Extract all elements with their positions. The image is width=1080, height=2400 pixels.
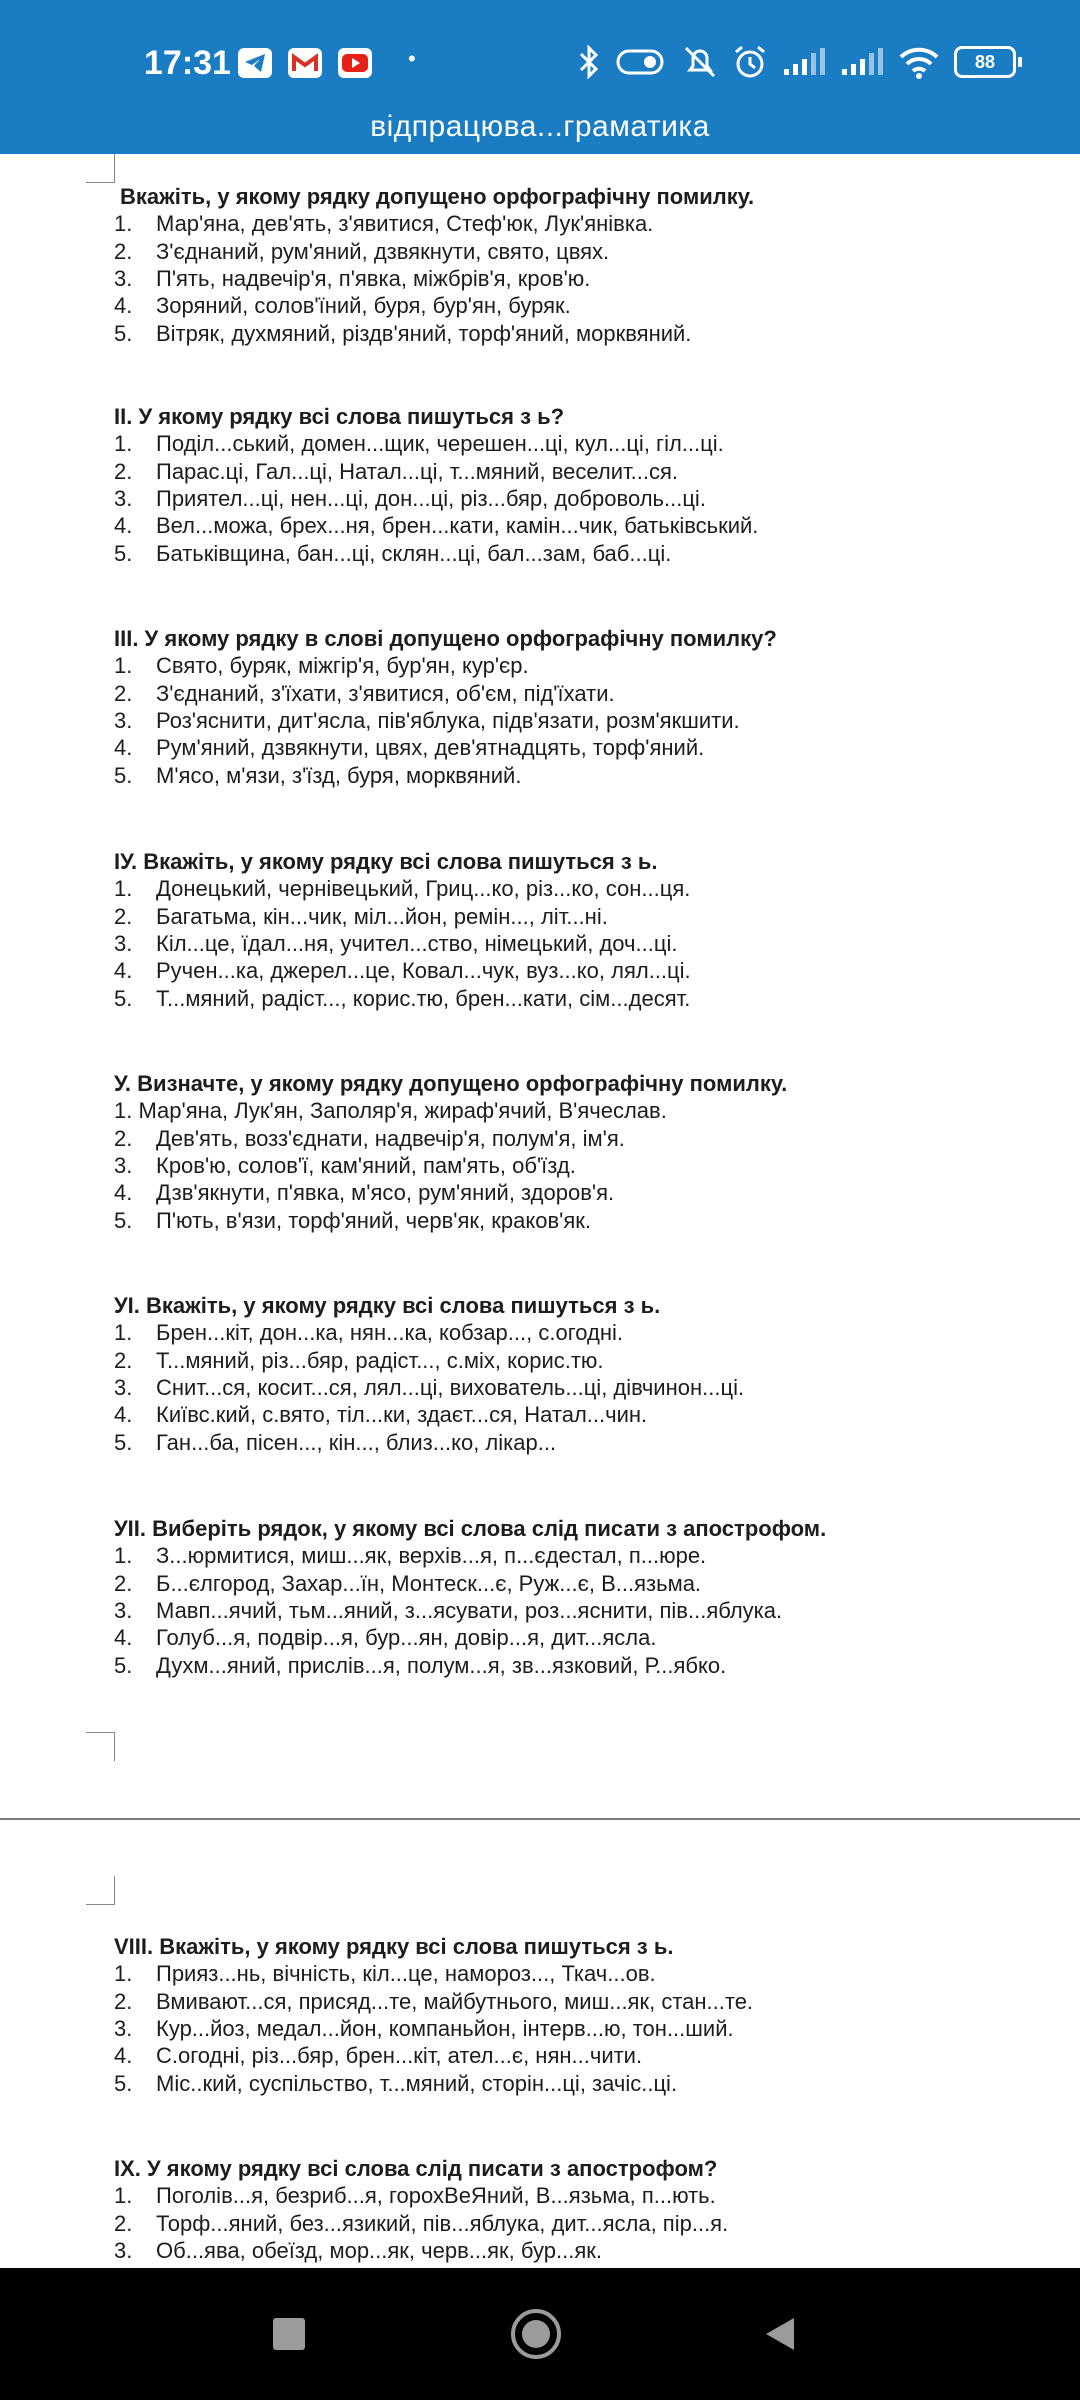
option-number: 5. [114,320,133,346]
option-text: М'ясо, м'язи, з'їзд, буря, морквяний. [156,762,522,788]
answer-option [114,431,724,457]
answer-option [114,876,690,902]
option-text: Зоряний, солов'їний, буря, бур'ян, буряк. [156,293,571,319]
answer-option [114,763,521,789]
option-text: Вітряк, духмяний, різдв'яний, торф'яний, морквяний. [156,320,692,346]
option-number: 2. [114,1988,133,2014]
option-text: Київс.кий, с.вято, тіл...ки, здаєт...ся, Натал...чин. [156,1402,648,1428]
answer-option [114,486,706,512]
answer-option [114,2043,642,2069]
mute-icon [682,42,718,82]
option-number: 3. [114,1152,133,1178]
option-number: 1. [114,211,133,237]
answer-option [114,239,609,265]
question-title: У. Визначте, у якому рядку допущено орфографічну помилку. [114,1071,788,1096]
option-number: 1. [114,2183,133,2209]
option-number: 2. [114,2210,133,2236]
option-text: Батьківщина, бан...ці, склян...ці, бал...зам, баб...ці. [156,540,672,566]
option-text: Донецький, чернівецький, Гриц...ко, різ...ко, сон...ця. [156,876,691,902]
status-time: 17:31 [144,44,231,82]
answer-option [114,1180,614,1206]
answer-option [114,2238,602,2264]
option-text: Багатьма, кін...чик, міл...йон, ремін..., літ...ні. [156,903,608,929]
option-text: Голуб...я, подвір...я, бур...ян, довір...я, дит...ясла. [156,1625,657,1651]
back-button[interactable] [720,2268,840,2400]
answer-option [114,1625,656,1651]
answer-option [114,1653,726,1679]
option-number: 3. [114,485,133,511]
answer-option [114,541,671,567]
option-text: Торф...яний, без...язикий, пів...яблука, дит...ясла, пір...я. [156,2210,729,2236]
answer-option [114,1348,604,1374]
answer-option [114,653,529,679]
option-text: Міс..кий, суспільство, т...мяний, сторін...ці, зачіс..ці. [156,2070,678,2096]
option-text: Поділ...ський, домен...щик, черешен...ці, кул...ці, гіл...ці. [156,431,724,457]
status-bar [0,0,1080,110]
navigation-bar [0,2268,1080,2400]
question-title: УІ. Вкажіть, у якому рядку всі слова пишуться з ь. [114,1293,661,1318]
option-text: Кіл...це, їдал...ня, учител...ство, німецький, доч...ці. [156,930,678,956]
wifi-icon [898,42,940,82]
option-number: 2. [114,1570,133,1596]
option-number: 5. [114,1207,133,1233]
system-icons [576,42,1022,82]
option-number: 1. [114,1543,133,1569]
answer-option [114,266,590,292]
alarm-icon [732,42,768,82]
gmail-icon [288,48,322,78]
option-text: Поголів...я, безриб...я, горохВеЯний, В...язьма, п...ють. [156,2183,716,2209]
option-text: З'єднаний, з'їхати, з'явитися, об'єм, під'їхати. [156,680,615,706]
answer-option [114,2016,734,2042]
option-number: 5. [114,540,133,566]
option-text: П'ють, в'язи, торф'яний, черв'як, краков'як. [156,1207,591,1233]
answer-option [114,1571,701,1597]
option-number: 1. [114,1320,133,1346]
option-number: 1. [114,653,133,679]
option-text: Духм...яний, прислів...я, полум...я, зв...язковий, Р...ябко. [156,1652,727,1678]
answer-option [114,293,571,319]
answer-option [114,211,653,237]
option-number: 4. [114,735,133,761]
option-number: 5. [114,2070,133,2096]
option-number: 4. [114,1180,133,1206]
option-text: Роз'яснити, дит'ясла, пів'яблука, підв'язати, розм'якшити. [156,707,740,733]
answer-option [114,1126,625,1152]
option-number: 4. [114,1625,133,1651]
question-title: IX. У якому рядку всі слова слід писати з апострофом? [114,2156,718,2181]
option-text: З'єднаний, рум'яний, дзвякнути, свято, цвях. [156,238,610,264]
answer-option [114,1153,576,1179]
option-text: Парас.ці, Гал...ці, Натал...ці, т...мяний, веселит...ся. [156,458,679,484]
battery-icon [954,42,1022,82]
option-number: 2. [114,1347,133,1373]
answer-option [114,1961,656,1987]
battery-saver-icon [616,42,668,82]
option-number: 2. [114,1125,133,1151]
answer-option [114,708,740,734]
option-text: Свято, буряк, міжгір'я, бур'ян, кур'єр. [156,653,529,679]
option-text: Дзв'якнути, п'явка, м'ясо, рум'яний, здоров'я. [156,1180,615,1206]
answer-option [114,931,677,957]
answer-option [114,986,690,1012]
option-number: 2. [114,458,133,484]
option-number: 3. [114,707,133,733]
page-break [0,1818,1080,1820]
page-corner-mark [86,1876,115,1905]
answer-option [114,1208,591,1234]
option-text: Т...мяний, радіст..., корис.тю, брен...кати, сім...десят. [156,985,691,1011]
answer-option [114,1543,706,1569]
signal-1-icon [782,42,826,82]
option-number: 5. [114,985,133,1011]
option-text: Приятел...ці, нен...ці, дон...ці, різ...бяр, доброволь...ці. [156,485,706,511]
answer-option [114,904,608,930]
answer-option [114,1989,753,2015]
answer-option [114,1402,647,1428]
option-number: 4. [114,1402,133,1428]
question-title: УІІ. Виберіть рядок, у якому всі слова слід писати з апострофом. [114,1516,827,1541]
option-text: З...юрмитися, миш...як, верхів...я, п...єдестал, п...юре. [156,1543,707,1569]
option-text: Кров'ю, солов'ї, кам'яний, пам'ять, об'їзд. [156,1152,576,1178]
recents-button[interactable] [229,2268,349,2400]
answer-option [114,321,691,347]
answer-option [114,735,704,761]
home-button[interactable] [476,2268,596,2400]
option-number: 1. [114,431,133,457]
option-number: 1. [114,876,133,902]
app-bar [0,0,1080,154]
option-text: П'ять, надвечір'я, п'явка, міжбрів'я, кров'ю. [156,265,591,291]
bluetooth-icon [576,42,602,82]
answer-option [114,1098,667,1124]
answer-option [114,2211,728,2237]
answer-option [114,2183,716,2209]
answer-option [114,513,758,539]
option-text: Ручен...ка, джерел...це, Ковал...чук, вуз...ко, лял...ці. [156,958,691,984]
option-text: 1. Мар'яна, Лук'ян, Заполяр'я, жираф'ячий, В'ячеслав. [114,1098,667,1124]
option-text: Снит...ся, косит...ся, лял...ці, вихователь...ці, дівчинон...ці. [156,1374,745,1400]
answer-option [114,459,678,485]
option-text: Вел...можа, брех...ня, брен...кати, камін...чик, батьківський. [156,513,759,539]
notification-icons [238,48,416,78]
page-corner-mark [86,154,115,183]
page-corner-mark [86,1732,115,1761]
question-title: IУ. Вкажіть, у якому рядку всі слова пишуться з ь. [114,849,658,874]
option-text: Мар'яна, дев'ять, з'явитися, Стеф'юк, Лук'янівка. [156,211,654,237]
answer-option [114,958,691,984]
option-number: 3. [114,1374,133,1400]
youtube-icon [338,48,372,78]
option-text: Рум'яний, дзвякнути, цвях, дев'ятнадцять, торф'яний. [156,735,705,761]
option-text: Об...ява, обеїзд, мор...як, черв...як, бур...як. [156,2237,602,2263]
signal-2-icon [840,42,884,82]
option-number: 3. [114,930,133,956]
option-number: 5. [114,1652,133,1678]
option-number: 4. [114,958,133,984]
more-notifications-icon: • [408,46,416,71]
option-text: Вмивают...ся, присяд...те, майбутнього, миш...як, стан...те. [156,1988,754,2014]
telegram-icon [238,48,272,78]
option-number: 2. [114,238,133,264]
option-number: 2. [114,680,133,706]
option-number: 4. [114,513,133,539]
question-title: Вкажіть, у якому рядку допущено орфографічну помилку. [120,184,755,209]
option-number: 3. [114,2237,133,2263]
answer-option [114,1430,556,1456]
option-text: Мавп...ячий, тьм...яний, з...ясувати, роз...яснити, пів...яблука. [156,1597,783,1623]
option-number: 3. [114,1597,133,1623]
answer-option [114,681,615,707]
option-number: 3. [114,265,133,291]
document-title: відпрацюва...граматика [370,110,710,143]
option-number: 4. [114,293,133,319]
option-text: Дев'ять, возз'єднати, надвечір'я, полум'я, ім'я. [156,1125,625,1151]
question-title: II. У якому рядку всі слова пишуться з ь? [114,404,565,429]
answer-option [114,1598,782,1624]
answer-option [114,2071,677,2097]
option-number: 5. [114,1429,133,1455]
answer-option [114,1320,623,1346]
option-text: Кур...йоз, медал...йон, компаньйон, інтерв...ю, тон...ший. [156,2015,734,2041]
option-text: Брен...кіт, дон...ка, нян...ка, кобзар..., с.огодні. [156,1320,623,1346]
option-text: Б...єлгород, Захар...їн, Монтеск...є, Руж...є, В...язьма. [156,1570,702,1596]
question-title: VIII. Вкажіть, у якому рядку всі слова пишуться з ь. [114,1934,674,1959]
option-number: 5. [114,762,133,788]
option-number: 1. [114,1961,133,1987]
option-number: 2. [114,903,133,929]
battery-level: 88 [954,46,1016,78]
option-text: С.огодні, різ...бяр, брен...кіт, ател...є, нян...чити. [156,2043,643,2069]
option-number: 3. [114,2015,133,2041]
option-number: 4. [114,2043,133,2069]
option-text: Прияз...нь, вічність, кіл...це, намороз..., Ткач...ов. [156,1961,656,1987]
question-title: III. У якому рядку в слові допущено орфографічну помилку? [114,626,777,651]
option-text: Ган...ба, пісен..., кін..., близ...ко, лікар... [156,1429,557,1455]
answer-option [114,1375,744,1401]
option-text: Т...мяний, різ...бяр, радіст..., с.міх, корис.тю. [156,1347,604,1373]
